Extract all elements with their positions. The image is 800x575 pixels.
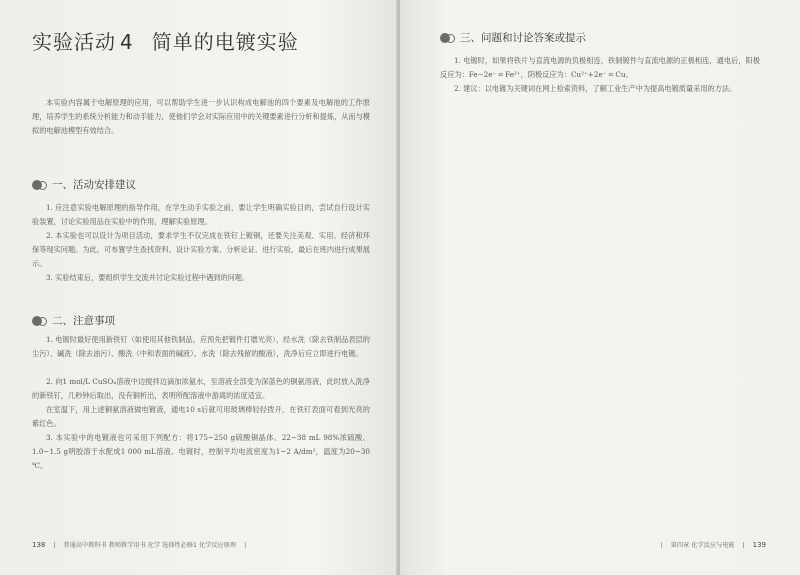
paragraph: 在室温下，用上述铜氨溶液做电镀液，通电10 s后就可用玻璃棒轻轻拨开，在铁钉表面可看到光亮的紫红色。 <box>32 405 370 428</box>
page-number: 139 <box>752 541 766 549</box>
page-title <box>32 26 299 55</box>
left-page <box>0 0 398 575</box>
paragraph: 1. 应注意实验电解原理的指导作用，在学生动手实验之前，要让学生明确实验目的，尝试自行设计实验装置，讨论实验用品在实验中的作用，理解实验原理。 <box>32 203 370 226</box>
footer-text: 第四章 化学反应与电能 <box>670 542 735 549</box>
section-heading-text: 一、活动安排建议 <box>52 179 136 191</box>
paragraph: 3. 实验结束后，要组织学生交流并讨论实验过程中遇到的问题。 <box>46 273 250 282</box>
footer-text: 普通高中教科书 教师教学用书 化学 选择性必修1 化学反应原理 <box>63 542 237 549</box>
right-page <box>400 0 800 575</box>
title-prefix: 实验活动 <box>32 30 116 54</box>
paragraph: 2. 本实验也可以设计为项目活动，要求学生不仅完成在铁钉上镀铜，还要关注美观、实用、经济和环保等现实问题。为此，可布置学生查找资料、设计实验方案、分析论证、进行实验，最后在班内进行成果展示。 <box>32 231 370 268</box>
paragraph: 2. 建议：以电镀为关键词在网上检索资料，了解工业生产中为提高电镀质量采用的方法。 <box>454 84 737 93</box>
section-bullet-icon <box>32 315 48 327</box>
paragraph: 3. 本实验中的电镀液也可采用下列配方：将175~250 g硫酸铜晶体、22~38 mL 98%浓硫酸、1.0~1.5 g明胶溶于水配成1 000 mL溶液。电镀时，控制平均电流密度为1~2 A/dm²，温度为20~30 ℃。 <box>32 433 370 470</box>
page-number: 138 <box>32 541 46 549</box>
intro-paragraph: 本实验内容属于电解原理的应用，可以帮助学生进一步认识构成电解池的四个要素及电解池的工作原理，培养学生的系统分析能力和动手能力，使他们学会对实际应用中的关键要素进行分析和提炼，从而与模拟的电解池模型有效结合。 <box>32 98 370 135</box>
section-heading-text: 二、注意事项 <box>52 315 115 327</box>
right-footer: | 第四章 化学反应与电能 | 139 <box>660 541 766 549</box>
section-heading-text: 三、问题和讨论答案或提示 <box>460 32 586 44</box>
paragraph: 1. 电镀时最好使用新铁钉（如使用其他铁制品，应预先把镀件打磨光亮），经水洗（除去铁制品表层的尘污）、碱洗（除去油污）、酸洗（中和表面的碱液）、水洗（除去残留的酸液），洗净后应立即进行电镀。 <box>32 335 370 358</box>
title-number: 4 <box>120 30 134 54</box>
paragraph: 2. 向1 mol/L CuSO₄溶液中边搅拌边滴加浓氨水，至溶液全部变为深蓝色的铜氨溶液，此时放入洗净的新铁钉，几秒钟后取出，没有铜析出，表明所配溶液中游离的浓度适宜。 <box>32 377 370 400</box>
section-bullet-icon <box>440 32 456 44</box>
left-footer: 138 | 普通高中教科书 教师教学用书 化学 选择性必修1 化学反应原理 | <box>32 541 247 549</box>
section-heading-2 <box>32 313 115 328</box>
paragraph: 1. 电镀时，如果将铁片与直流电源的负极相连，铁制镀件与直流电源的正极相连，通电后，阳极反应为：Fe−2e⁻ ═ Fe²⁺，阴极反应为：Cu²⁺+2e⁻ ═ Cu。 <box>440 56 760 79</box>
section-heading-1 <box>32 177 136 192</box>
title-name: 简单的电镀实验 <box>151 30 299 54</box>
section-heading-3 <box>440 30 586 45</box>
section-bullet-icon <box>32 179 48 191</box>
